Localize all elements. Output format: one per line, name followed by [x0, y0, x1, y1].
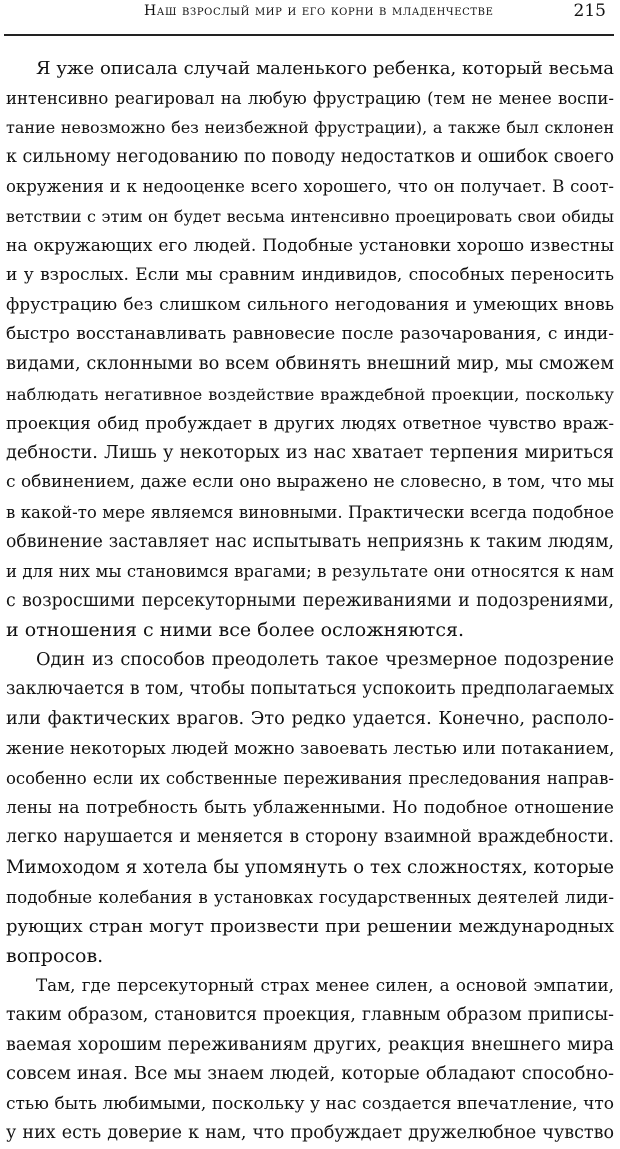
text-line: и для них мы становимся врагами; в результате они относятся к нам	[6, 562, 614, 582]
text-line: в какой-то мере являемся виновными. Практически всегда подобное	[6, 502, 614, 522]
text-line: интенсивно реагировал на любую фрустрацию (тем не менее воспи-	[6, 88, 614, 108]
text-line: подобные колебания в установках государственных деятелей лиди-	[6, 886, 614, 907]
text-line: Мимоходом я хотела бы упомянуть о тех сложностях, которые	[6, 857, 614, 879]
text-line: фрустрацию без слишком сильного негодования и умеющих вновь	[6, 294, 614, 315]
text-line: лены на потребность быть ублаженными. Но подобное отношение	[6, 797, 614, 818]
text-line: на окружающих его людей. Подобные установки хорошо известны	[6, 235, 614, 256]
text-line: Там, где персекуторный страх менее силен, а основой эмпатии,	[36, 975, 614, 996]
text-line: к сильному негодованию по поводу недостатков и ошибок своего	[6, 146, 614, 167]
body-text	[6, 54, 614, 1149]
text-line: жение некоторых людей можно завоевать лестью или потаканием,	[6, 738, 614, 759]
text-line: совсем иная. Все мы знаем людей, которые обладают способно-	[6, 1064, 614, 1085]
text-line: дебности. Лишь у некоторых из нас хватает терпения мириться	[6, 442, 614, 463]
text-line: особенно если их собственные переживания преследования направ-	[6, 769, 614, 789]
page-number: 215	[573, 1, 606, 21]
text-line: вопросов.	[6, 944, 104, 967]
text-line: таким образом, становится проекция, главным образом приписы-	[6, 1005, 614, 1025]
text-line: или фактических врагов. Это редко удается. Конечно, располо-	[6, 709, 614, 730]
text-line: с обвинением, даже если оно выражено не словесно, в том, что мы	[6, 472, 614, 493]
text-line: и у взрослых. Если мы сравним индивидов, способных переносить	[6, 265, 614, 286]
page-header	[4, 0, 614, 34]
text-line: обвинение заставляет нас испытывать неприязнь к таким людям,	[6, 531, 614, 552]
text-line: стью быть любимыми, поскольку у нас создается впечатление, что	[6, 1093, 614, 1114]
text-line: заключается в том, чтобы попытаться успокоить предполагаемых	[6, 679, 614, 700]
text-line: окружения и к недооценке всего хорошего, что он получает. В соот-	[6, 177, 614, 197]
text-line: с возросшими персекуторными переживаниями и подозрениями,	[6, 590, 614, 611]
text-line: Я уже описала случай маленького ребенка, который весьма	[36, 58, 614, 79]
running-head: Наш взрослый мир и его корни в младенчестве	[144, 3, 494, 19]
text-line: быстро восстанавливать равновесие после разочарования, с инди-	[6, 324, 614, 345]
text-line: рующих стран могут произвести при решении международных	[6, 916, 614, 938]
text-line: видами, склонными во всем обвинять внешний мир, мы сможем	[6, 353, 614, 374]
text-line: наблюдать негативное воздействие враждебной проекции, поскольку	[6, 384, 614, 404]
text-line: проекция обид пробуждает в других людях ответное чувство враж-	[6, 413, 614, 434]
text-line: тание невозможно без неизбежной фрустрации), а также был склонен	[6, 118, 614, 138]
text-line: и отношения с ними все более осложняются.	[6, 619, 465, 642]
text-line: ваемая хорошим переживаниям других, реакция внешнего мира	[6, 1034, 614, 1055]
header-rule	[4, 34, 614, 36]
text-line: у них есть доверие к нам, что пробуждает дружелюбное чувство	[6, 1123, 614, 1144]
text-line: ветствии с этим он будет весьма интенсивно проецировать свои обиды	[6, 206, 614, 226]
text-line: легко нарушается и меняется в сторону взаимной враждебности.	[6, 827, 614, 848]
text-line: Один из способов преодолеть такое чрезмерное подозрение	[36, 649, 614, 670]
